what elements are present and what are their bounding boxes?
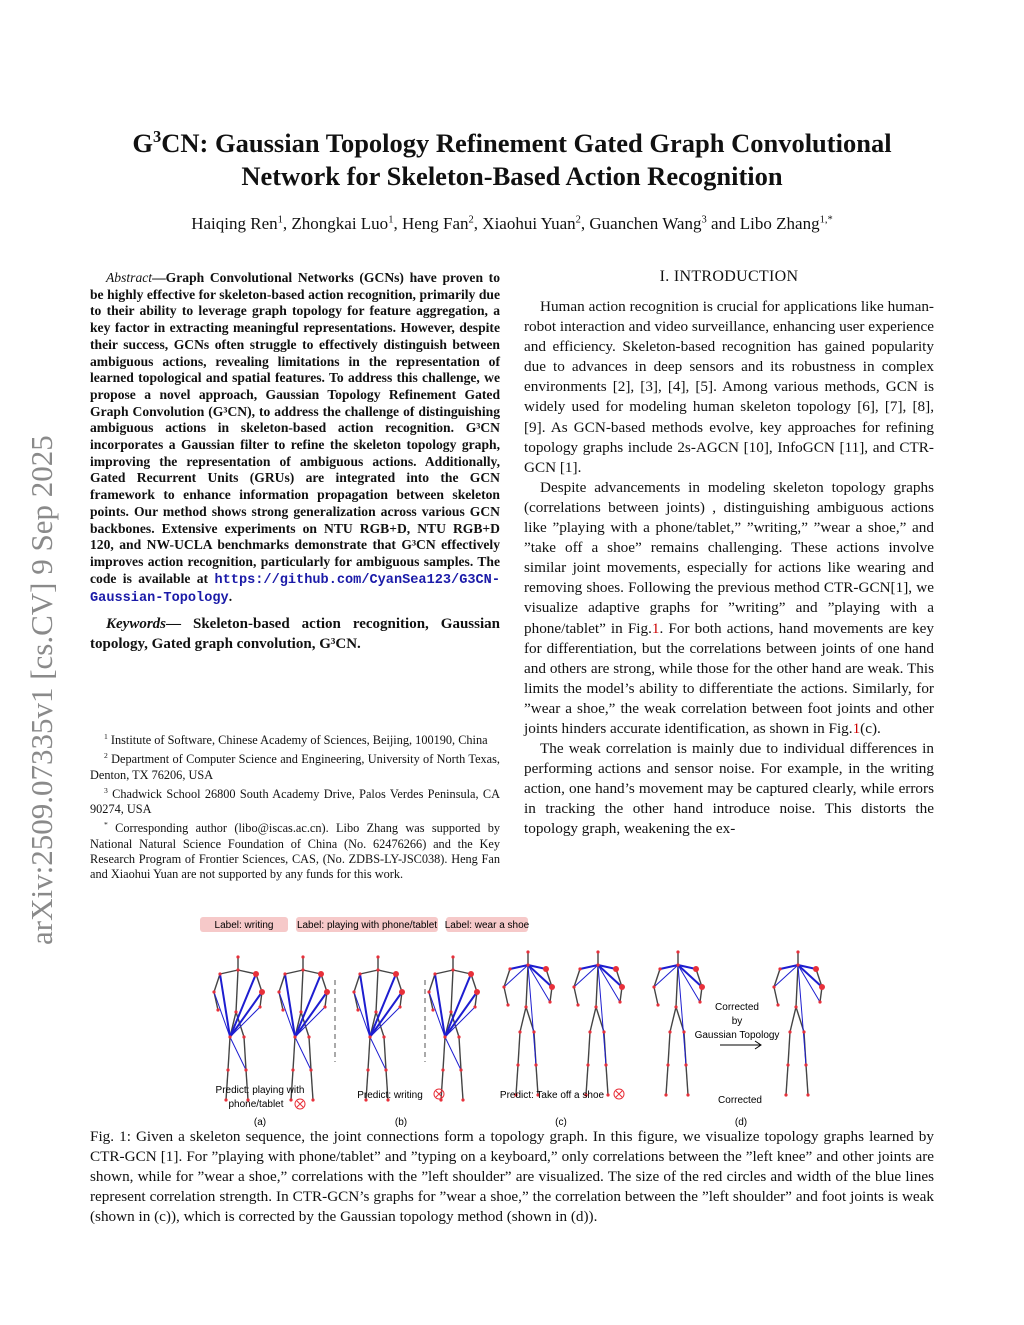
joint [352, 990, 355, 993]
joint [652, 985, 655, 988]
joint [433, 972, 436, 975]
joint [796, 963, 799, 966]
joint [253, 971, 259, 977]
joint [656, 1003, 659, 1006]
joint [474, 989, 480, 995]
joint [228, 1035, 231, 1038]
skeleton-bone [461, 1070, 463, 1100]
footnote: * Corresponding author (libo@iscas.ac.cn). Libo Zhang was supported by National Natural Science Foundation of China (No. 62476266) and the Key Research Program of Frontier Sciences, CAS, (No. ZDBS-LY-JSC038). Heng Fan and Xiaohui Yuan are not supported by any funds for this work. [90, 820, 501, 881]
joint [451, 955, 454, 958]
joint [576, 1003, 579, 1006]
arxiv-identifier[interactable]: arXiv:2509.07335v1 [cs.CV] 9 Sep 2025 [24, 435, 59, 945]
joint [283, 972, 286, 975]
skeleton-bone [606, 1065, 608, 1095]
joint [431, 1008, 434, 1011]
predict-text: Predict: writing [357, 1090, 423, 1101]
joint [291, 1068, 294, 1071]
joint [293, 1035, 296, 1038]
skeleton-bone [293, 1037, 295, 1070]
skeleton-bone [666, 1065, 668, 1095]
joint [461, 1098, 464, 1101]
joint [516, 1063, 519, 1066]
joint [806, 1093, 809, 1096]
joint [668, 1030, 671, 1033]
correlation-edge [435, 974, 445, 1037]
skeleton-bone [236, 970, 238, 1012]
joint [382, 1035, 385, 1038]
joint [586, 1063, 589, 1066]
joint [443, 1035, 446, 1038]
correlation-edge [429, 992, 445, 1037]
skeleton-bone [520, 1007, 526, 1032]
joint [676, 950, 679, 953]
joint [258, 1005, 261, 1008]
footnote: $^2$ Department of Computer Science and Engineering, University of North Texas, Denton, TX 76206, USA [90, 751, 501, 782]
correlation-edge [354, 992, 370, 1037]
skeleton-bone [309, 1037, 311, 1070]
joint [309, 1068, 312, 1071]
joint [427, 990, 430, 993]
joint [664, 1093, 667, 1096]
joint [819, 984, 825, 990]
joint [277, 990, 280, 993]
joint [281, 1008, 284, 1011]
joint [594, 1005, 597, 1008]
joint [818, 1000, 821, 1003]
footnotes [90, 729, 500, 882]
predict-text: Predict: playing with [215, 1085, 305, 1096]
joint [299, 1010, 302, 1013]
joint [224, 1098, 227, 1101]
skeleton-bone [214, 974, 220, 992]
joint [776, 1003, 779, 1006]
joint [441, 1068, 444, 1071]
joint [374, 1010, 377, 1013]
joint [549, 984, 555, 990]
joint [772, 985, 775, 988]
joint [311, 1098, 314, 1101]
section-heading: I. INTRODUCTION [659, 268, 799, 285]
skeleton-bone [588, 1032, 590, 1065]
skeleton-bone [504, 987, 508, 1005]
skeleton-bone [668, 1032, 670, 1065]
figure-ref[interactable]: 1 [651, 619, 660, 637]
joint [666, 1063, 669, 1066]
joint [604, 1063, 607, 1066]
label-tag: Label: wear a shoe [444, 920, 530, 931]
skeleton-bone [796, 965, 798, 1007]
skeleton-bone [526, 965, 528, 1007]
paragraph: Human action recognition is crucial for applications like human-robot interaction and video surveillance, enhancing user experience and efficiency. Skeleton-based recognition has gained popularity due to advances in deep sensors and its robustness in complex environments [2], [3], [4], [5]. Among various methods, GCN is widely used for modeling human skeleton topology [6], [7], [8], [9]. As GCN-based methods evolve, key approaches for refining topology graphs include 2s-AGCN [10], InfoGCN [11], and CTR-GCN [1]. [524, 298, 934, 476]
joint [784, 1093, 787, 1096]
skeleton-bone [220, 970, 238, 974]
joint [596, 963, 599, 966]
arrow-text: Corrected [715, 1002, 759, 1013]
joint [548, 1000, 551, 1003]
joint [473, 1005, 476, 1008]
joint [259, 989, 265, 995]
author-list: Haiqing Ren$^1$, Zhongkai Luo$^1$, Heng Fan$^2$, Xiaohui Yuan$^2$, Guanchen Wang$^3$ and Libo Zhang$^{1,*}$ [191, 214, 833, 233]
skeleton-bone [518, 1032, 520, 1065]
joint [572, 985, 575, 988]
arrow-text: Gaussian Topology [694, 1030, 780, 1041]
joint [449, 1010, 452, 1013]
subfigure-label: (c) [555, 1117, 567, 1128]
joint [218, 972, 221, 975]
skeleton-bone [360, 970, 378, 974]
skeleton-bone [429, 974, 435, 992]
skeleton-bone [244, 1037, 246, 1070]
label-tags [200, 917, 530, 932]
skeleton-bone [686, 1065, 688, 1095]
skeleton-bone [676, 965, 678, 1007]
joint [399, 989, 405, 995]
joint [813, 966, 819, 972]
joint [618, 1000, 621, 1003]
joint [236, 955, 239, 958]
skeleton-bone [354, 974, 360, 992]
joint [588, 1030, 591, 1033]
joint [778, 967, 781, 970]
paragraph: Despite advancements in modeling skeleton topology graphs (correlations between joints) , distinguishing ambiguous actions like ”playing with a phone/tablet,” ”writing,” ”wear a shoe,” and ”take off a shoe” remains challenging. These actions involve similar joint movements, especially for actions like wearing and removing shoes. Following the previous method CTR-GCN[1], we visualize adaptive graphs for ”writing” and ”playing with a phone/tablet” in Fig.1. For both actions, hand movements are key for differentiation, but the correlations between joints of one hand and others are strong, while those for the other hand are weak. This limits the model’s ability to differentiate the actions. Similarly, for ”wear a shoe,” the weak correlation between foot joints and other joints hinders accurate identification, as shown in Fig.1(c). [524, 478, 934, 737]
joint [532, 1030, 535, 1033]
joint [596, 950, 599, 953]
joint [502, 985, 505, 988]
arrow-text: by [731, 1016, 743, 1027]
joint [457, 1035, 460, 1038]
skeleton-bone [459, 1037, 461, 1070]
joint [619, 984, 625, 990]
skeleton-bone [311, 1070, 313, 1100]
figure-1 [190, 912, 830, 1132]
skeleton-bone [228, 1037, 230, 1070]
skeleton-bone [788, 1032, 790, 1065]
joint [356, 1008, 359, 1011]
skeleton-bone [376, 970, 378, 1012]
correlation-edge [285, 974, 295, 1037]
joint [699, 984, 705, 990]
joint [242, 1035, 245, 1038]
joint [398, 1005, 401, 1008]
skeleton-bone [774, 987, 778, 1005]
joint [788, 1030, 791, 1033]
paragraph: The weak correlation is mainly due to individual differences in performing actions and sensor noise. For example, in the writing action, one hand’s movement may be captured clearly, while errors in tracking the other hand introduce noise. This distorts the topology graph, weakening the ex- [524, 740, 934, 838]
skeleton-bone [279, 974, 285, 992]
skeleton-bone [451, 970, 453, 1012]
joint [543, 966, 549, 972]
right-column [524, 268, 934, 840]
skeleton-bone [574, 987, 578, 1005]
joint [301, 968, 304, 971]
joint [376, 955, 379, 958]
correlation-edge [214, 992, 230, 1037]
joint [804, 1063, 807, 1066]
joint [518, 1030, 521, 1033]
joint [318, 971, 324, 977]
joint [794, 1005, 797, 1008]
skeleton-bone [654, 987, 658, 1005]
skeleton-bone [441, 1070, 443, 1100]
joint [698, 1000, 701, 1003]
joint [526, 963, 529, 966]
figure-caption: Fig. 1: Given a skeleton sequence, the joint connections form a topology graph. In this figure, we visualize topology graphs learned by CTR-GCN [1]. For ”playing with phone/tablet” and ”typing on a keyboard,” only correlations between the ”left knee” and other joints are shown, while for ”wear a shoe,” correlations with the ”left shoulder” are visualized. The size of the red circles and width of the blue lines represent correlation strength. In CTR-GCN’s graphs for ”wear a shoe,” the correlation between the ”left shoulder” and foot joints is weak (shown in (c)), which is corrected by the Gaussian topology method (shown in (d)). [90, 1128, 934, 1225]
skeleton-bone [384, 1037, 386, 1070]
joint [236, 968, 239, 971]
joint [212, 990, 215, 993]
joint [674, 1005, 677, 1008]
skeleton-bone [435, 970, 453, 974]
joint [384, 1068, 387, 1071]
skeleton-bone [596, 965, 598, 1007]
correlation-edge [220, 974, 230, 1037]
keywords: Keywords— Skeleton-based action recognition, Gaussian topology, Gated graph convolution, G³CN. [90, 616, 500, 653]
predict-text: Predict: Take off a shoe [499, 1090, 605, 1101]
joint [796, 950, 799, 953]
joint [307, 1035, 310, 1038]
joint [524, 1005, 527, 1008]
joint [226, 1068, 229, 1071]
joint [693, 966, 699, 972]
code-link[interactable]: https://github.com/CyanSea123/G3CN-Gaussian-Topology [90, 572, 500, 607]
skeleton-bone [806, 1065, 808, 1095]
footnote: $^3$ Chadwick School 26800 South Academy Drive, Palos Verdes Peninsula, CA 90274, USA [90, 785, 500, 817]
subfigure-label: (b) [394, 1117, 408, 1128]
joint [506, 1003, 509, 1006]
label-tag: Label: playing with phone/tablet [296, 920, 438, 931]
predict-text: Corrected [718, 1095, 762, 1106]
skeleton-bone [368, 1037, 370, 1070]
joint [684, 1063, 687, 1066]
skeleton-bone [301, 970, 303, 1012]
paper-title: $G^3CN$: Gaussian Topology Refinement Gated Graph Convolutional Network for Skeleton-Based Action Recognition [132, 127, 892, 191]
left-column [90, 270, 500, 654]
joint [358, 972, 361, 975]
joint [682, 1030, 685, 1033]
joint [508, 967, 511, 970]
joint [686, 1093, 689, 1096]
joint [526, 950, 529, 953]
joint [802, 1030, 805, 1033]
skeleton-bone [786, 1065, 788, 1095]
joint [602, 1030, 605, 1033]
joint [289, 1098, 292, 1101]
joint [676, 963, 679, 966]
skeleton-bone [670, 1007, 676, 1032]
correlation-edge [360, 974, 370, 1037]
label-tag: Label: writing [214, 920, 274, 931]
footnote: $^1$ Institute of Software, Chinese Academy of Sciences, Beijing, 100190, China [104, 732, 488, 748]
joint [244, 1068, 247, 1071]
predict-text: phone/tablet [228, 1099, 284, 1110]
joint [468, 971, 474, 977]
joint [606, 1093, 609, 1096]
joint [376, 968, 379, 971]
joint [658, 967, 661, 970]
figure-ref[interactable]: 1 [852, 719, 861, 737]
abstract: Abstract—Graph Convolutional Networks (GCNs) have proven to be highly effective for skeleton-based action recognition, primarily due to their ability to leverage graph topology for feature aggregation, a key factor in extracting meaningful representations. However, despite their success, GCNs often struggle to effectively distinguish between ambiguous actions, revealing limitations in the representation of learned topological and spatial features. To address this challenge, we propose a novel approach, Gaussian Topology Refinement Gated Graph Convolution (G³CN), to address the challenge of distinguishing ambiguous actions in skeleton-based action recognition. G³CN incorporates a Gaussian filter to refine the skeleton topology graph, improving the representation of ambiguous actions. Additionally, Gated Recurrent Units (GRUs) are integrated into the GCN framework to enhance information propagation between skeleton points. Our method shows strong generalization across various GCN backbones. Extensive experiments on NTU RGB+D, NTU RGB+D 120, and NW-UCLA benchmarks demonstrate that G³CN effectively improves action recognition, particularly for ambiguous samples. The code is available at https://github.com/CyanSea123/G3CN-Gaussian-Topology. [90, 270, 500, 607]
joint [393, 971, 399, 977]
subfigure-label: (a) [253, 1117, 267, 1128]
correlation-edge [279, 992, 295, 1037]
joint [451, 968, 454, 971]
joint [786, 1063, 789, 1066]
joint [216, 1008, 219, 1011]
skeleton-bone [790, 1007, 796, 1032]
skeleton-bone [443, 1037, 445, 1070]
joint [234, 1010, 237, 1013]
subfigure-label: (d) [734, 1117, 748, 1128]
joint [459, 1068, 462, 1071]
joint [323, 1005, 326, 1008]
joint [368, 1035, 371, 1038]
skeleton-bone [590, 1007, 596, 1032]
joint [301, 955, 304, 958]
joint [534, 1063, 537, 1066]
joint [613, 966, 619, 972]
joint [324, 989, 330, 995]
joint [578, 967, 581, 970]
joint [366, 1068, 369, 1071]
skeleton-bone [285, 970, 303, 974]
